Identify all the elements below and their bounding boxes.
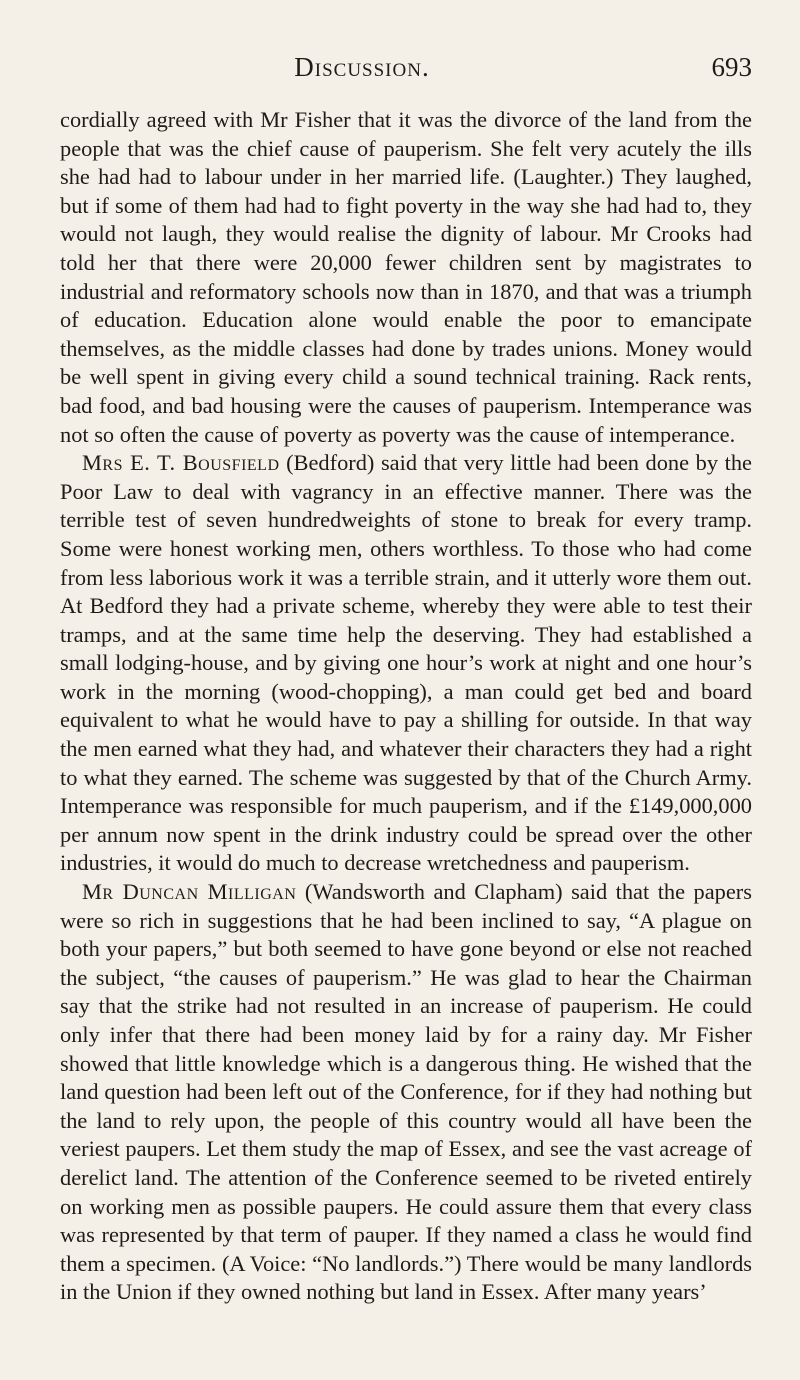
page-header bbox=[60, 52, 752, 92]
speaker-name: Mr Duncan Milligan bbox=[82, 879, 297, 905]
paragraph bbox=[60, 449, 752, 878]
paragraph bbox=[60, 878, 752, 1307]
paragraph-text: (Bedford) said that very little had been done by the Poor Law to deal with vagrancy in an effective manner. There was the terrible test of seven hundredweights of stone to break for every tramp. Some were honest working men, others worthless. To those who had come from less laborious work it was a terrible strain, and it utterly wore them out. At Bedford they had a private scheme, whereby they were able to test their tramps, and at the same time help the deserving. They had established a small lodging-house, and by giving one hour’s work at night and one hour’s work in the morning (wood-chopping), a man could get bed and board equivalent to what he would have to pay a shilling for outside. In that way the men earned what they had, and whatever their characters they had a right to what they earned. The scheme was suggested by that of the Church Army. Intemperance was responsible for much pauperism, and if the £149,000,000 per annum now spent in the drink industry could be spread over the other industries, it would do much to decrease wretchedness and pauperism. bbox=[60, 450, 752, 876]
paragraph bbox=[60, 106, 752, 449]
running-head: Discussion. bbox=[294, 52, 430, 82]
paragraph-text: (Wandsworth and Clapham) said that the papers were so rich in suggestions that he had been inclined to say, “A plague on both your papers,” but both seemed to have gone beyond or else not reached the subject, “the causes of pauperism.” He was glad to hear the Chairman say that the strike had not resulted in an increase of pauperism. He could only infer that there had been money laid by for a rainy day. Mr Fisher showed that little knowledge which is a dangerous thing. He wished that the land question had been left out of the Conference, for if they had nothing but the land to rely upon, the people of this country would all have been the veriest paupers. Let them study the map of Essex, and see the vast acreage of derelict land. The attention of the Conference seemed to be riveted entirely on working men as possible paupers. He could assure them that every class was represented by that term of pauper. If they named a class he would find them a specimen. (A Voice: “No landlords.”) There would be many landlords in the Union if they owned nothing but land in Essex. After many years’ bbox=[60, 879, 752, 1305]
page-number: 693 bbox=[711, 52, 752, 82]
body-text bbox=[60, 106, 752, 1307]
paragraph-text: cordially agreed with Mr Fisher that it was the divorce of the land from the people that was the chief cause of pauperism. She felt very acutely the ills she had had to labour under in her married life. (Laughter.) They laughed, but if some of them had had to fight poverty in the way she had had to, they would not laugh, they would realise the dignity of labour. Mr Crooks had told her that there were 20,000 fewer children sent by magistrates to industrial and reformatory schools now than in 1870, and that was a triumph of education. Education alone would enable the poor to emancipate themselves, as the middle classes had done by trades unions. Money would be well spent in giving every child a sound technical training. Rack rents, bad food, and bad housing were the causes of pauperism. Intemperance was not so often the cause of poverty as poverty was the cause of intemperance. bbox=[60, 107, 752, 447]
speaker-name: Mrs E. T. Bousfield bbox=[82, 450, 280, 476]
